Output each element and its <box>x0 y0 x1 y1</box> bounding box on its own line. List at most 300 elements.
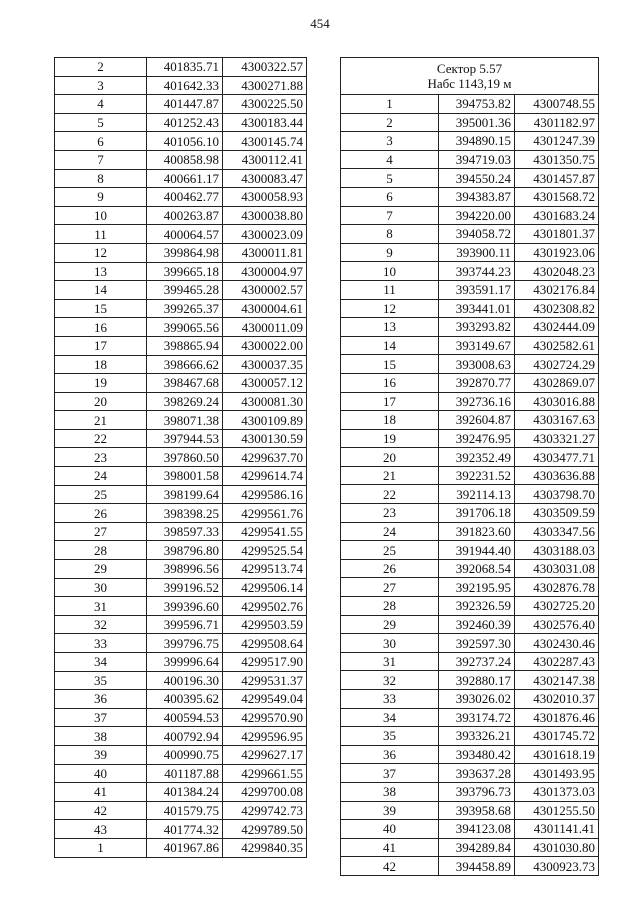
table-row <box>55 411 307 430</box>
point-number: 20 <box>341 448 439 467</box>
coordinate-x: 394123.08 <box>439 820 515 839</box>
coordinate-x: 400462.77 <box>147 188 223 207</box>
coordinate-y: 4299840.35 <box>223 838 307 857</box>
point-number: 7 <box>341 206 439 225</box>
table-row <box>55 541 307 560</box>
coordinate-x: 397944.53 <box>147 429 223 448</box>
point-number: 13 <box>341 318 439 337</box>
coordinate-x: 391944.40 <box>439 541 515 560</box>
table-row <box>341 243 599 262</box>
table-row <box>341 634 599 653</box>
table-row <box>341 336 599 355</box>
point-number: 1 <box>341 95 439 114</box>
table-row <box>341 225 599 244</box>
coordinate-y: 4299549.04 <box>223 690 307 709</box>
coordinate-y: 4299586.16 <box>223 485 307 504</box>
point-number: 28 <box>341 597 439 616</box>
point-number: 37 <box>341 764 439 783</box>
point-number: 29 <box>341 615 439 634</box>
coordinate-y: 4301255.50 <box>515 801 599 820</box>
coordinate-y: 4303798.70 <box>515 485 599 504</box>
table-row <box>341 373 599 392</box>
coordinate-y: 4303188.03 <box>515 541 599 560</box>
coordinate-y: 4300011.81 <box>223 243 307 262</box>
coordinate-x: 393149.67 <box>439 336 515 355</box>
coordinate-x: 394383.87 <box>439 187 515 206</box>
coordinate-y: 4299789.50 <box>223 820 307 839</box>
coordinate-x: 392231.52 <box>439 466 515 485</box>
coordinate-y: 4300145.74 <box>223 132 307 151</box>
table-row <box>341 262 599 281</box>
coordinate-x: 394550.24 <box>439 169 515 188</box>
point-number: 8 <box>341 225 439 244</box>
coordinate-y: 4301350.75 <box>515 150 599 169</box>
sector-header <box>341 58 599 95</box>
point-number: 9 <box>55 188 147 207</box>
coordinate-y: 4300004.97 <box>223 262 307 281</box>
table-row <box>55 745 307 764</box>
point-number: 33 <box>341 690 439 709</box>
table-row <box>341 299 599 318</box>
coordinate-x: 398269.24 <box>147 392 223 411</box>
point-number: 11 <box>341 280 439 299</box>
point-number: 34 <box>55 653 147 672</box>
table-row <box>341 169 599 188</box>
table-row <box>341 411 599 430</box>
coordinate-y: 4300022.00 <box>223 336 307 355</box>
point-number: 24 <box>341 522 439 541</box>
table-row <box>55 764 307 783</box>
coordinate-x: 394458.89 <box>439 857 515 876</box>
point-number: 22 <box>341 485 439 504</box>
point-number: 10 <box>341 262 439 281</box>
coordinate-y: 4301247.39 <box>515 132 599 151</box>
table-row <box>55 634 307 653</box>
point-number: 4 <box>55 95 147 114</box>
coordinate-y: 4302430.46 <box>515 634 599 653</box>
sector-title: Сектор 5.57 <box>436 61 503 76</box>
coordinate-x: 399596.71 <box>147 615 223 634</box>
coordinate-x: 394753.82 <box>439 95 515 114</box>
coordinate-y: 4302010.37 <box>515 690 599 709</box>
coordinate-x: 392880.17 <box>439 671 515 690</box>
table-row <box>55 429 307 448</box>
table-row <box>55 504 307 523</box>
coordinate-x: 399665.18 <box>147 262 223 281</box>
coordinate-y: 4300923.73 <box>515 857 599 876</box>
coordinate-y: 4300037.35 <box>223 355 307 374</box>
point-number: 4 <box>341 150 439 169</box>
table-row <box>55 653 307 672</box>
coordinate-y: 4301141.41 <box>515 820 599 839</box>
table-row <box>55 58 307 77</box>
point-number: 42 <box>55 801 147 820</box>
coordinate-x: 401579.75 <box>147 801 223 820</box>
table-row <box>341 392 599 411</box>
point-number: 2 <box>341 113 439 132</box>
coordinate-y: 4302048.23 <box>515 262 599 281</box>
point-number: 31 <box>55 597 147 616</box>
table-row <box>341 280 599 299</box>
coordinate-y: 4299627.17 <box>223 745 307 764</box>
coordinate-y: 4300038.80 <box>223 206 307 225</box>
point-number: 3 <box>341 132 439 151</box>
coordinate-x: 393293.82 <box>439 318 515 337</box>
coordinate-x: 392737.24 <box>439 652 515 671</box>
point-number: 20 <box>55 392 147 411</box>
coordinate-x: 398996.56 <box>147 560 223 579</box>
table-row <box>55 206 307 225</box>
table-row <box>341 485 599 504</box>
coordinate-x: 394719.03 <box>439 150 515 169</box>
coordinate-y: 4299742.73 <box>223 801 307 820</box>
table-row <box>341 764 599 783</box>
coordinate-x: 392114.13 <box>439 485 515 504</box>
coordinate-x: 393796.73 <box>439 782 515 801</box>
coordinate-y: 4300183.44 <box>223 113 307 132</box>
sector-subtitle: Набс 1143,19 м <box>427 76 512 91</box>
point-number: 22 <box>55 429 147 448</box>
table-row <box>55 95 307 114</box>
table-row <box>55 355 307 374</box>
coordinate-x: 399465.28 <box>147 281 223 300</box>
point-number: 38 <box>341 782 439 801</box>
coordinate-y: 4303477.71 <box>515 448 599 467</box>
coordinate-x: 393326.21 <box>439 727 515 746</box>
coordinate-x: 392476.95 <box>439 429 515 448</box>
table-row <box>55 485 307 504</box>
coordinate-x: 393480.42 <box>439 745 515 764</box>
coordinate-x: 392870.77 <box>439 373 515 392</box>
table-row <box>341 429 599 448</box>
coordinate-y: 4302287.43 <box>515 652 599 671</box>
table-row <box>55 522 307 541</box>
coordinate-y: 4303509.59 <box>515 504 599 523</box>
table-row <box>341 652 599 671</box>
coordinate-x: 400395.62 <box>147 690 223 709</box>
point-number: 34 <box>341 708 439 727</box>
table-row <box>55 374 307 393</box>
table-row <box>341 820 599 839</box>
point-number: 32 <box>55 615 147 634</box>
point-number: 23 <box>341 504 439 523</box>
point-number: 43 <box>55 820 147 839</box>
point-number: 14 <box>341 336 439 355</box>
coordinate-y: 4299513.74 <box>223 560 307 579</box>
coordinate-x: 401642.33 <box>147 76 223 95</box>
point-number: 42 <box>341 857 439 876</box>
table-row <box>55 801 307 820</box>
table-row <box>341 559 599 578</box>
table-row <box>55 783 307 802</box>
point-number: 35 <box>341 727 439 746</box>
coordinate-x: 400661.17 <box>147 169 223 188</box>
coordinate-y: 4302576.40 <box>515 615 599 634</box>
table-row <box>55 708 307 727</box>
coordinate-y: 4300083.47 <box>223 169 307 188</box>
coordinate-y: 4301923.06 <box>515 243 599 262</box>
coordinate-y: 4301801.37 <box>515 225 599 244</box>
coordinate-x: 401447.87 <box>147 95 223 114</box>
coordinate-y: 4300271.88 <box>223 76 307 95</box>
coordinate-x: 398666.62 <box>147 355 223 374</box>
coordinate-x: 392326.59 <box>439 597 515 616</box>
point-number: 40 <box>55 764 147 783</box>
point-number: 28 <box>55 541 147 560</box>
coordinate-y: 4300322.57 <box>223 58 307 77</box>
point-number: 31 <box>341 652 439 671</box>
table-row <box>55 243 307 262</box>
point-number: 12 <box>341 299 439 318</box>
table-row <box>341 541 599 560</box>
point-number: 6 <box>55 132 147 151</box>
point-number: 30 <box>341 634 439 653</box>
point-number: 14 <box>55 281 147 300</box>
coordinate-y: 4300130.59 <box>223 429 307 448</box>
point-number: 24 <box>55 467 147 486</box>
table-row <box>341 113 599 132</box>
coordinate-y: 4299596.95 <box>223 727 307 746</box>
coordinate-x: 392604.87 <box>439 411 515 430</box>
coordinate-y: 4301373.03 <box>515 782 599 801</box>
coordinate-y: 4299531.37 <box>223 671 307 690</box>
coordinate-y: 4302147.38 <box>515 671 599 690</box>
coordinate-y: 4303167.63 <box>515 411 599 430</box>
table-row <box>341 466 599 485</box>
point-number: 30 <box>55 578 147 597</box>
table-row <box>55 188 307 207</box>
point-number: 10 <box>55 206 147 225</box>
table-row <box>55 76 307 95</box>
coordinate-y: 4301876.46 <box>515 708 599 727</box>
coordinate-x: 393174.72 <box>439 708 515 727</box>
coordinate-x: 393008.63 <box>439 355 515 374</box>
coordinates-table-left <box>54 57 307 858</box>
table-row <box>55 671 307 690</box>
table-row <box>55 225 307 244</box>
table-row <box>55 615 307 634</box>
table-row <box>55 392 307 411</box>
table-row <box>341 597 599 616</box>
point-number: 36 <box>341 745 439 764</box>
coordinate-x: 391706.18 <box>439 504 515 523</box>
coordinate-y: 4302725.20 <box>515 597 599 616</box>
coordinate-x: 398398.25 <box>147 504 223 523</box>
coordinate-y: 4299502.76 <box>223 597 307 616</box>
coordinate-y: 4300011.09 <box>223 318 307 337</box>
coordinate-y: 4300109.89 <box>223 411 307 430</box>
sector-header-row <box>341 58 599 95</box>
table-row <box>55 318 307 337</box>
table-row <box>341 690 599 709</box>
coordinate-x: 399065.56 <box>147 318 223 337</box>
table-row <box>55 336 307 355</box>
coordinate-x: 400858.98 <box>147 150 223 169</box>
coordinate-y: 4303016.88 <box>515 392 599 411</box>
point-number: 15 <box>341 355 439 374</box>
coordinate-x: 393900.11 <box>439 243 515 262</box>
point-number: 39 <box>55 745 147 764</box>
coordinate-y: 4301745.72 <box>515 727 599 746</box>
point-number: 27 <box>341 578 439 597</box>
coordinate-y: 4299525.54 <box>223 541 307 560</box>
coordinates-table-right <box>340 57 599 876</box>
coordinate-x: 399796.75 <box>147 634 223 653</box>
table-row <box>341 318 599 337</box>
coordinate-y: 4299700.08 <box>223 783 307 802</box>
coordinate-x: 394890.15 <box>439 132 515 151</box>
coordinate-x: 398597.33 <box>147 522 223 541</box>
table-row <box>341 745 599 764</box>
coordinate-x: 399864.98 <box>147 243 223 262</box>
coordinate-y: 4302308.82 <box>515 299 599 318</box>
table-row <box>341 578 599 597</box>
table-row <box>55 838 307 857</box>
table-row <box>341 187 599 206</box>
point-number: 40 <box>341 820 439 839</box>
table-row <box>55 597 307 616</box>
coordinate-x: 401835.71 <box>147 58 223 77</box>
table-row <box>341 727 599 746</box>
point-number: 3 <box>55 76 147 95</box>
point-number: 39 <box>341 801 439 820</box>
point-number: 11 <box>55 225 147 244</box>
coordinate-x: 397860.50 <box>147 448 223 467</box>
table-row <box>341 708 599 727</box>
coordinate-y: 4299614.74 <box>223 467 307 486</box>
coordinate-y: 4303031.08 <box>515 559 599 578</box>
point-number: 26 <box>55 504 147 523</box>
coordinate-x: 395001.36 <box>439 113 515 132</box>
point-number: 17 <box>341 392 439 411</box>
table-row <box>55 113 307 132</box>
coordinate-y: 4300058.93 <box>223 188 307 207</box>
point-number: 23 <box>55 448 147 467</box>
point-number: 19 <box>55 374 147 393</box>
point-number: 38 <box>55 727 147 746</box>
point-number: 17 <box>55 336 147 355</box>
table-row <box>341 504 599 523</box>
coordinate-y: 4301568.72 <box>515 187 599 206</box>
coordinate-x: 394289.84 <box>439 838 515 857</box>
point-number: 32 <box>341 671 439 690</box>
table-row <box>341 132 599 151</box>
coordinate-x: 400594.53 <box>147 708 223 727</box>
table-row <box>55 448 307 467</box>
table-row <box>55 820 307 839</box>
coordinate-x: 392068.54 <box>439 559 515 578</box>
coordinate-x: 391823.60 <box>439 522 515 541</box>
point-number: 16 <box>341 373 439 392</box>
table-row <box>55 690 307 709</box>
coordinate-y: 4300004.61 <box>223 299 307 318</box>
coordinate-y: 4302582.61 <box>515 336 599 355</box>
point-number: 36 <box>55 690 147 709</box>
point-number: 21 <box>55 411 147 430</box>
coordinate-x: 400792.94 <box>147 727 223 746</box>
coordinate-y: 4300057.12 <box>223 374 307 393</box>
coordinate-y: 4300002.57 <box>223 281 307 300</box>
coordinate-x: 399396.60 <box>147 597 223 616</box>
table-row <box>341 150 599 169</box>
coordinate-y: 4299637.70 <box>223 448 307 467</box>
table-row <box>55 281 307 300</box>
coordinate-x: 392736.16 <box>439 392 515 411</box>
coordinate-x: 398199.64 <box>147 485 223 504</box>
point-number: 5 <box>55 113 147 132</box>
table-row <box>55 467 307 486</box>
coordinate-x: 398467.68 <box>147 374 223 393</box>
point-number: 1 <box>55 838 147 857</box>
point-number: 37 <box>55 708 147 727</box>
table-row <box>55 262 307 281</box>
table-row <box>55 150 307 169</box>
coordinate-x: 393958.68 <box>439 801 515 820</box>
coordinate-y: 4301618.19 <box>515 745 599 764</box>
coordinate-x: 393026.02 <box>439 690 515 709</box>
point-number: 25 <box>55 485 147 504</box>
coordinate-x: 398001.58 <box>147 467 223 486</box>
table-row <box>55 132 307 151</box>
coordinate-x: 401187.88 <box>147 764 223 783</box>
coordinate-y: 4299661.55 <box>223 764 307 783</box>
point-number: 18 <box>55 355 147 374</box>
table-row <box>55 727 307 746</box>
point-number: 15 <box>55 299 147 318</box>
coordinate-x: 393744.23 <box>439 262 515 281</box>
point-number: 7 <box>55 150 147 169</box>
table-row <box>341 615 599 634</box>
coordinate-x: 400990.75 <box>147 745 223 764</box>
coordinate-y: 4301182.97 <box>515 113 599 132</box>
table-row <box>341 355 599 374</box>
coordinate-x: 394220.00 <box>439 206 515 225</box>
coordinate-x: 399196.52 <box>147 578 223 597</box>
coordinate-y: 4301683.24 <box>515 206 599 225</box>
coordinate-x: 401774.32 <box>147 820 223 839</box>
coordinate-x: 398865.94 <box>147 336 223 355</box>
point-number: 12 <box>55 243 147 262</box>
coordinate-y: 4302869.07 <box>515 373 599 392</box>
table-row <box>341 838 599 857</box>
coordinate-y: 4303321.27 <box>515 429 599 448</box>
coordinate-y: 4299503.59 <box>223 615 307 634</box>
coordinate-y: 4302876.78 <box>515 578 599 597</box>
coordinate-x: 392352.49 <box>439 448 515 467</box>
coordinate-y: 4301493.95 <box>515 764 599 783</box>
table-row <box>341 448 599 467</box>
coordinate-y: 4299508.64 <box>223 634 307 653</box>
coordinate-x: 392460.39 <box>439 615 515 634</box>
table-row <box>55 560 307 579</box>
coordinate-x: 400263.87 <box>147 206 223 225</box>
coordinate-y: 4299517.90 <box>223 653 307 672</box>
point-number: 8 <box>55 169 147 188</box>
coordinate-y: 4299570.90 <box>223 708 307 727</box>
coordinate-y: 4300225.50 <box>223 95 307 114</box>
coordinate-x: 401967.86 <box>147 838 223 857</box>
point-number: 26 <box>341 559 439 578</box>
coordinate-y: 4299506.14 <box>223 578 307 597</box>
table-row <box>341 801 599 820</box>
point-number: 27 <box>55 522 147 541</box>
table-row <box>341 671 599 690</box>
point-number: 19 <box>341 429 439 448</box>
point-number: 9 <box>341 243 439 262</box>
point-number: 21 <box>341 466 439 485</box>
table-row <box>55 169 307 188</box>
point-number: 18 <box>341 411 439 430</box>
